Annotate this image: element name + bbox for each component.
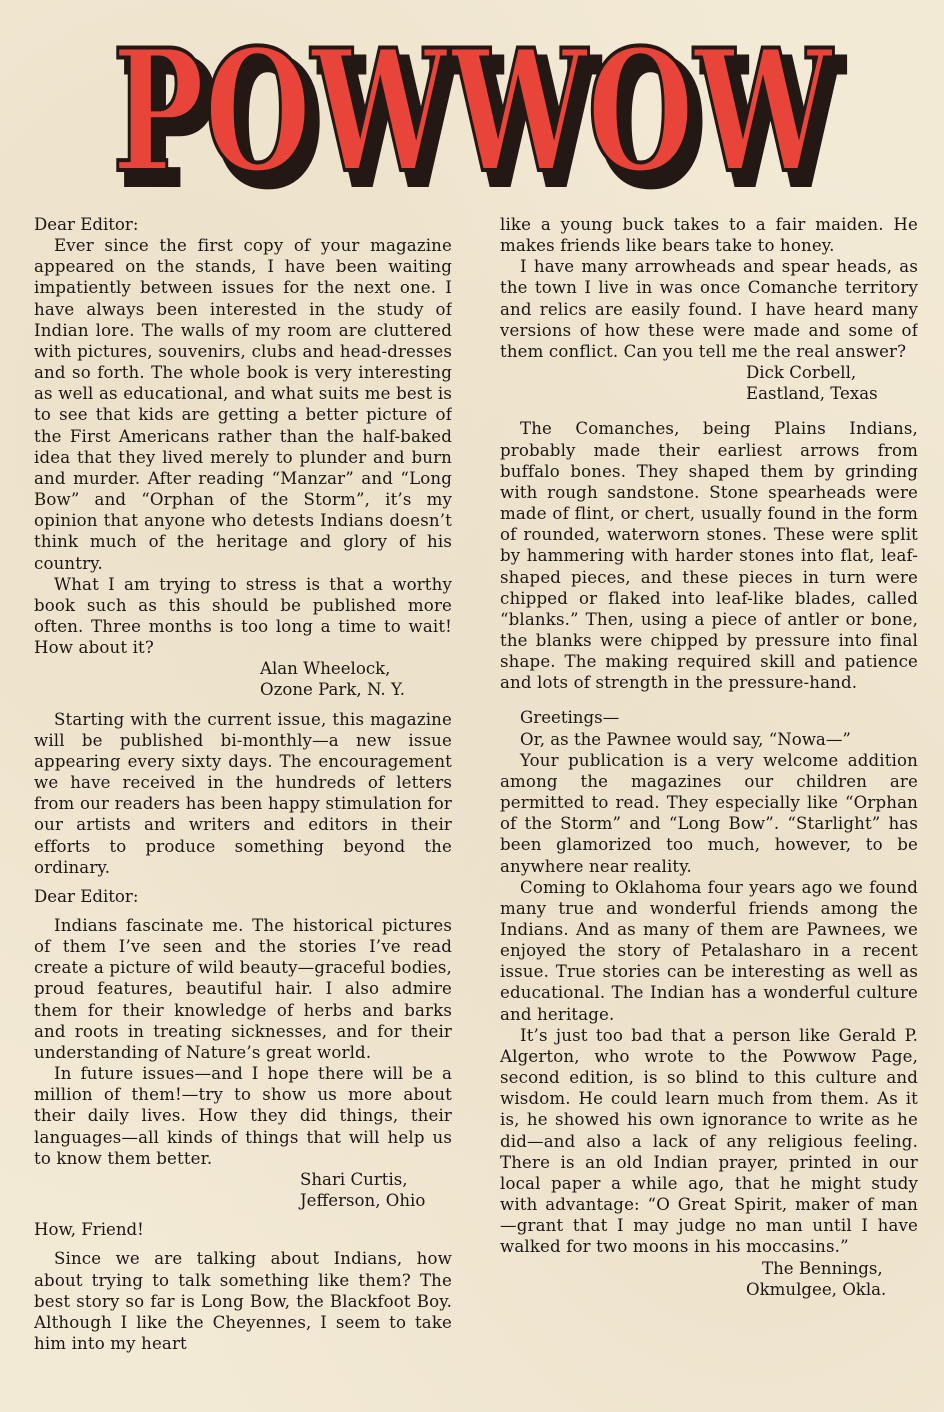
- letter-salutation: How, Friend!: [34, 1220, 144, 1240]
- letter-paragraph-continued: like a young buck takes to a fair maiden. He makes friends like bears take to honey.: [500, 215, 918, 256]
- left-column: [34, 214, 452, 1404]
- letter-paragraph: What I am trying to stress is that a worthy book such as this should be published more often. Three months is too long a time to wait! How about it?: [34, 574, 452, 658]
- signature-name: The Bennings,: [762, 1258, 883, 1278]
- powwow-title-banner: [0, 10, 944, 215]
- editor-reply: Starting with the current issue, this magazine will be published bi-monthly—a new issue appearing every sixty days. The encouragement we have received in the hundreds of letters from our readers has been happy stimulation for our artists and writers and editors in their efforts to produce something beyond the ordinary.: [34, 709, 452, 877]
- letter-paragraph: Since we are talking about Indians, how about trying to talk something like them? The best story so far is Long Bow, the Blackfoot Boy. Although I like the Cheyennes, I seem to take him into my heart: [34, 1249, 452, 1353]
- letter-paragraph: I have many arrowheads and spear heads, as the town I live in was once Comanche territory and relics are easily found. I have heard many versions of how these were made and some of them conflict. Can you tell me the real answer?: [500, 257, 918, 361]
- letter-salutation: Dear Editor:: [34, 215, 139, 234]
- signature-place: Okmulgee, Okla.: [746, 1279, 887, 1299]
- page-title: POWWOW: [112, 12, 834, 210]
- letter-paragraph: Ever since the first copy of your magazine appeared on the stands, I have been waiting impatiently between issues for the next one. I have always been interested in the study of Indian lore. The walls of my room are cluttered with pictures, souvenirs, clubs and head-dresses and so forth. The whole book is very interesting as well as educational, and what suits me best is to see that kids are getting a better picture of the First Americans rather than the half-baked idea that they lived merely to plunder and burn and murder. After reading “Manzar” and “Long Bow” and “Orphan of the Storm”, it’s my opinion that anyone who detests Indians doesn’t think much of the heritage and glory of his country.: [34, 236, 452, 573]
- signature-name: Alan Wheelock,: [260, 659, 391, 679]
- right-column: [500, 214, 918, 1404]
- signature-place: Jefferson, Ohio: [300, 1191, 426, 1211]
- signature-name: Shari Curtis,: [300, 1169, 408, 1189]
- signature-place: Ozone Park, N. Y.: [260, 680, 406, 700]
- letter-salutation: Greetings—: [520, 708, 620, 728]
- letter-paragraph: In future issues—and I hope there will be a million of them!—try to show us more about their daily lives. How they did things, their languages—all kinds of things that will help us to know them better.: [34, 1064, 452, 1168]
- letter-paragraph: Indians fascinate me. The historical pictures of them I’ve seen and the stories I’ve read create a picture of wild beauty—graceful bodies, proud features, beautiful hair. I also admire them for their knowledge of herbs and barks and roots in treating sicknesses, and for their understanding of Nature’s great world.: [34, 916, 452, 1062]
- signature-place: Eastland, Texas: [746, 384, 878, 404]
- letter-paragraph: Your publication is a very welcome addition among the magazines our children are permitted to read. They especially like “Orphan of the Storm” and “Long Bow”. “Starlight” has been glamorized too much, however, to be anywhere near reality.: [500, 750, 918, 876]
- editor-reply: The Comanches, being Plains Indians, probably made their earliest arrows from buffalo bones. They shaped them by grinding with rough sandstone. Stone spearheads were made of flint, or chert, usually found in the form of rounded, waterworn stones. These were split by hammering with harder stones into flat, leaf-shaped pieces, and these pieces in turn were chipped or flaked into leaf-like blades, called “blanks.” Then, using a piece of antler or bone, the blanks were chipped by pressure into final shape. The making required skill and patience and lots of strength in the pressure-hand.: [500, 419, 918, 693]
- letter-opening: Or, as the Pawnee would say, “Nowa—”: [520, 729, 851, 749]
- letter-salutation: Dear Editor:: [34, 886, 139, 906]
- svg-text:POWWOW: POWWOW: [122, 24, 844, 215]
- letter-paragraph: Coming to Oklahoma four years ago we found many true and wonderful friends among the Indians. And as many of them are Pawnees, we enjoyed the story of Petalasharo in a recent issue. True stories can be interesting as well as educational. The Indian has a wonderful culture and heritage.: [500, 877, 918, 1024]
- signature-name: Dick Corbell,: [746, 363, 857, 383]
- letter-paragraph: It’s just too bad that a person like Gerald P. Algerton, who wrote to the Powwow Page, second edition, is so blind to this culture and wisdom. He could learn much from them. As it is, he showed his own ignorance to write as he did—and also a lack of any religious feeling. There is an old Indian prayer, printed in our local paper a while ago, that he might study with advantage: “O Great Spirit, maker of man—grant that I may judge no man until I have walked for two moons in his moccasins.”: [500, 1025, 918, 1257]
